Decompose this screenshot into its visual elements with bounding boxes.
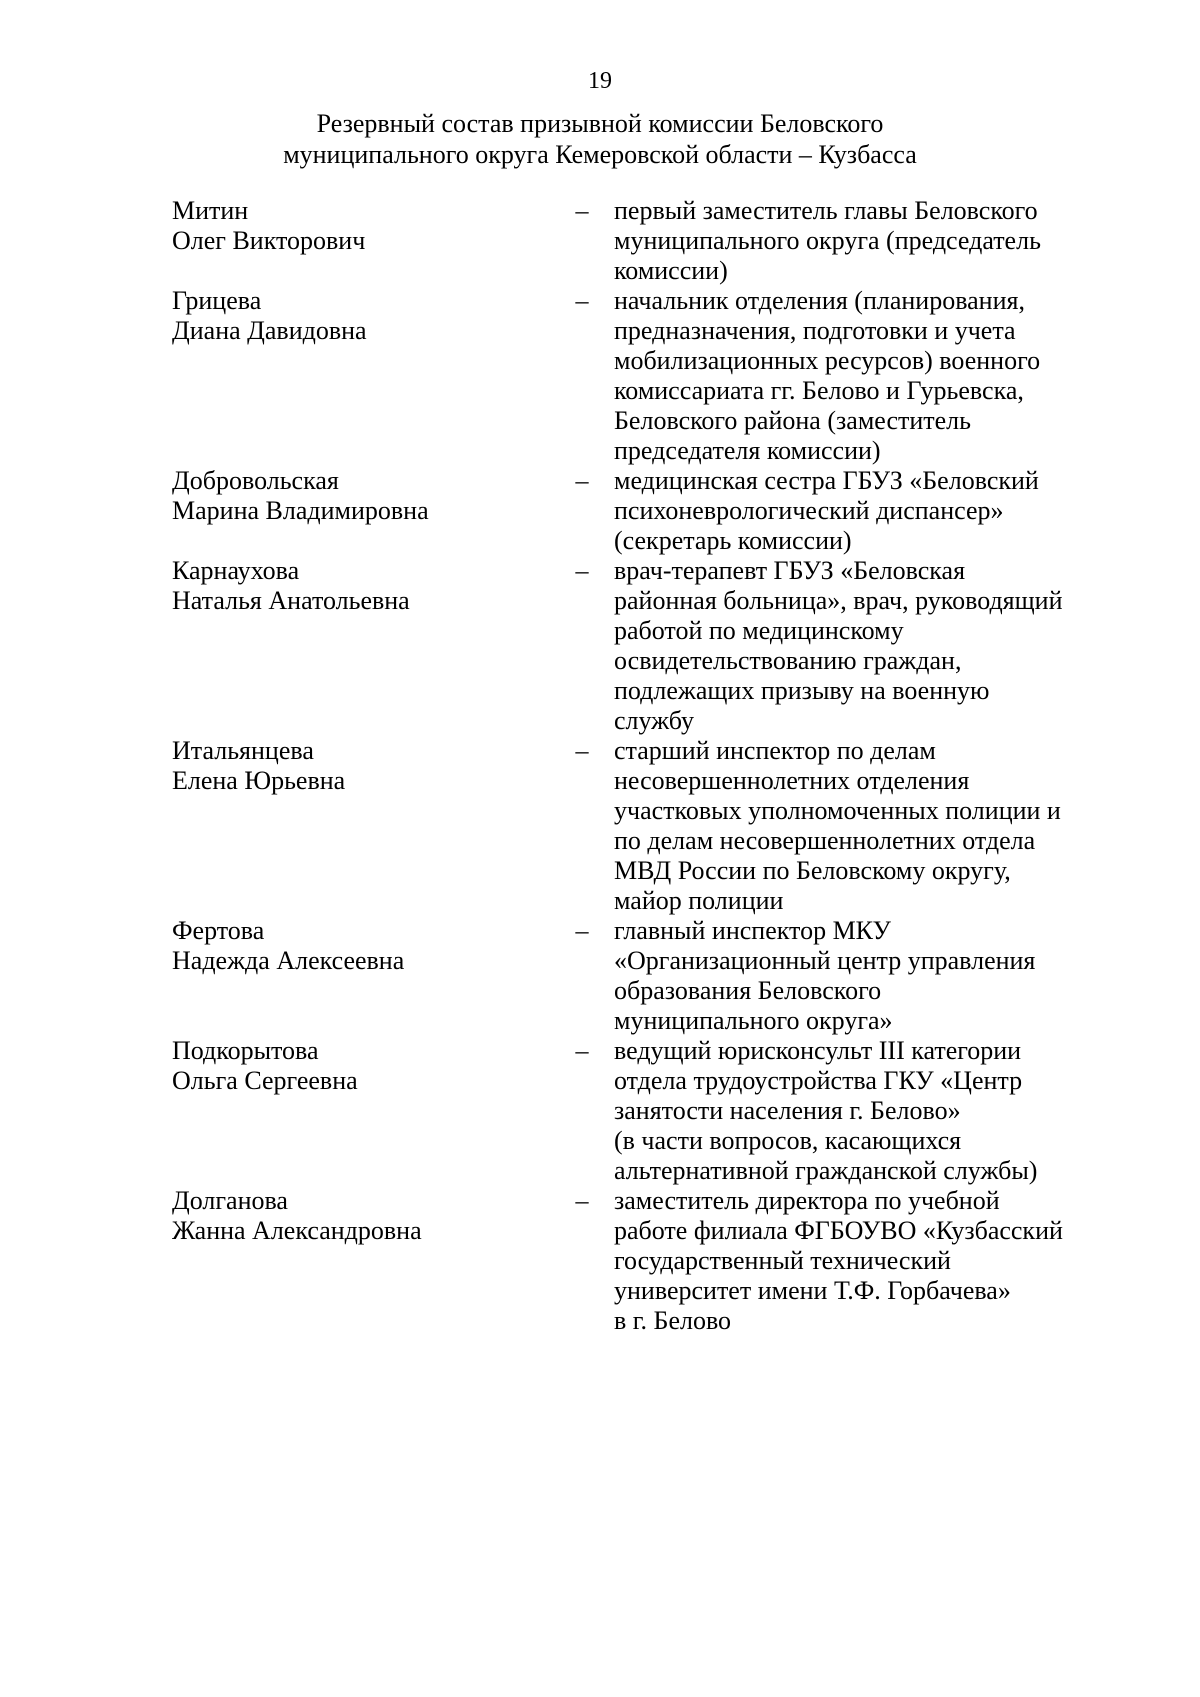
member-name — [172, 466, 562, 526]
member-dash: – — [575, 1186, 589, 1215]
member-role-line: в г. Белово — [614, 1306, 732, 1335]
member-given-name: Елена Юрьевна — [172, 766, 346, 795]
member-role-line: работой по медицинскому — [614, 616, 904, 645]
member-role-line: занятости населения г. Белово» — [614, 1096, 961, 1125]
member-entry — [0, 736, 1200, 916]
member-role-line: подлежащих призыву на военную — [614, 676, 990, 705]
member-dash: – — [575, 466, 589, 495]
member-entry — [0, 916, 1200, 1036]
member-role-line: МВД России по Беловскому округу, — [614, 856, 1011, 885]
member-surname: Митин — [172, 196, 249, 225]
member-name — [172, 916, 562, 976]
member-entry — [0, 286, 1200, 466]
member-role-line: участковых уполномоченных полиции и — [614, 796, 1061, 825]
member-role-line: университет имени Т.Ф. Горбачева» — [614, 1276, 1011, 1305]
member-given-name: Диана Давидовна — [172, 316, 367, 345]
member-surname: Подкорытова — [172, 1036, 319, 1065]
member-role — [614, 1186, 1134, 1336]
page-number: 19 — [588, 68, 612, 94]
member-role-line: по делам несовершеннолетних отдела — [614, 826, 1036, 855]
member-given-name: Надежда Алексеевна — [172, 946, 405, 975]
member-role-line: альтернативной гражданской службы) — [614, 1156, 1038, 1185]
member-role-line: «Организационный центр управления — [614, 946, 1036, 975]
member-role-line: комиссариата гг. Белово и Гурьевска, — [614, 376, 1024, 405]
member-role-line: заместитель директора по учебной — [614, 1186, 1000, 1215]
member-role-line: службу — [614, 706, 695, 735]
member-role-line: старший инспектор по делам — [614, 736, 936, 765]
member-role — [614, 916, 1134, 1036]
member-role-line: несовершеннолетних отделения — [614, 766, 970, 795]
member-surname: Карнаухова — [172, 556, 300, 585]
member-given-name: Марина Владимировна — [172, 496, 429, 525]
member-name — [172, 556, 562, 616]
member-given-name: Ольга Сергеевна — [172, 1066, 358, 1095]
member-entry — [0, 556, 1200, 736]
member-surname: Итальянцева — [172, 736, 314, 765]
member-role-line: мобилизационных ресурсов) военного — [614, 346, 1041, 375]
member-role-line: майор полиции — [614, 886, 784, 915]
member-role-line: работе филиала ФГБОУВО «Кузбасский — [614, 1216, 1063, 1245]
member-given-name: Олег Викторович — [172, 226, 366, 255]
member-dash: – — [575, 736, 589, 765]
member-role-line: Беловского района (заместитель — [614, 406, 972, 435]
member-role-line: психоневрологический диспансер» — [614, 496, 1004, 525]
member-role — [614, 466, 1134, 556]
member-role-line: первый заместитель главы Беловского — [614, 196, 1038, 225]
member-entry — [0, 1186, 1200, 1336]
member-role-line: отдела трудоустройства ГКУ «Центр — [614, 1066, 1023, 1095]
member-entry — [0, 196, 1200, 286]
title-line-2: муниципального округа Кемеровской области – Кузбасса — [283, 140, 917, 169]
member-dash: – — [575, 286, 589, 315]
member-role — [614, 556, 1134, 736]
member-role-line: муниципального округа (председатель — [614, 226, 1041, 255]
member-role-line: государственный технический — [614, 1246, 951, 1275]
member-name — [172, 196, 562, 256]
member-role-line: врач-терапевт ГБУЗ «Беловская — [614, 556, 966, 585]
member-role-line: освидетельствованию граждан, — [614, 646, 962, 675]
member-role — [614, 736, 1134, 916]
member-surname: Добровольская — [172, 466, 339, 495]
member-name — [172, 1186, 562, 1246]
member-role-line: начальник отделения (планирования, — [614, 286, 1025, 315]
member-dash: – — [575, 1036, 589, 1065]
member-dash: – — [575, 196, 589, 225]
member-given-name: Жанна Александровна — [172, 1216, 422, 1245]
member-entry — [0, 466, 1200, 556]
member-role-line: (в части вопросов, касающихся — [614, 1126, 962, 1155]
member-given-name: Наталья Анатольевна — [172, 586, 410, 615]
member-surname: Грицева — [172, 286, 262, 315]
member-role-line: районная больница», врач, руководящий — [614, 586, 1063, 615]
member-role — [614, 286, 1134, 466]
member-name — [172, 286, 562, 346]
member-surname: Фертова — [172, 916, 265, 945]
member-role-line: медицинская сестра ГБУЗ «Беловский — [614, 466, 1039, 495]
member-role-line: предназначения, подготовки и учета — [614, 316, 1016, 345]
member-name — [172, 1036, 562, 1096]
member-role-line: образования Беловского — [614, 976, 882, 1005]
title-line-1: Резервный состав призывной комиссии Беловского — [316, 109, 884, 138]
member-role-line: муниципального округа» — [614, 1006, 893, 1035]
member-role-line: главный инспектор МКУ — [614, 916, 891, 945]
member-surname: Долганова — [172, 1186, 288, 1215]
member-role-line: (секретарь комиссии) — [614, 526, 852, 555]
member-name — [172, 736, 562, 796]
member-role — [614, 1036, 1134, 1186]
document-title — [0, 108, 1200, 170]
member-role-line: ведущий юрисконсульт III категории — [614, 1036, 1022, 1065]
member-role-line: председателя комиссии) — [614, 436, 881, 465]
member-role — [614, 196, 1134, 286]
member-dash: – — [575, 916, 589, 945]
members-list — [0, 196, 1200, 1336]
member-role-line: комиссии) — [614, 256, 728, 285]
member-entry — [0, 1036, 1200, 1186]
member-dash: – — [575, 556, 589, 585]
